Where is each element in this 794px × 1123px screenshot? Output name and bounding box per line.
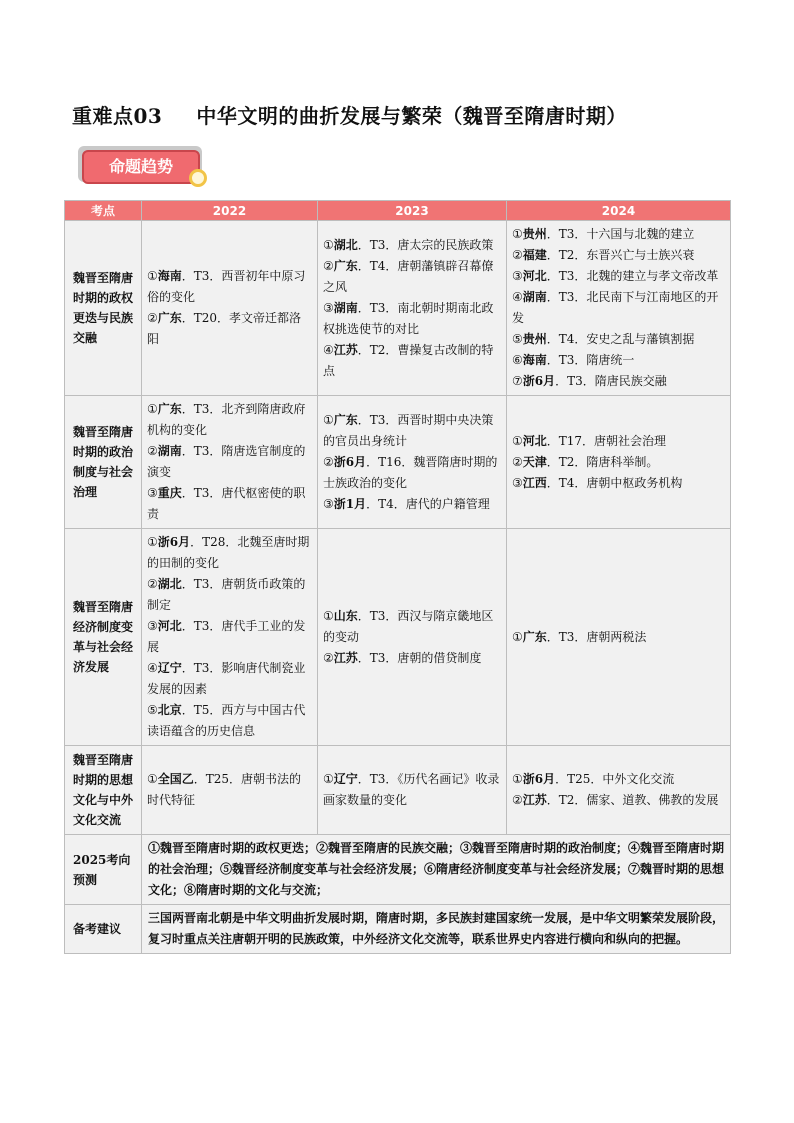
row-topic: 魏晋至隋唐时期的政权更迭与民族交融 [65,221,142,396]
exam-item [512,627,725,648]
item-question: ．T4．唐朝藩镇辟召幕僚之风 [323,258,494,294]
item-number: ④ [512,290,523,304]
exam-item [147,532,312,574]
item-number: ④ [147,661,158,675]
row-topic: 魏晋至隋唐时期的思想文化与中外文化交流 [65,746,142,835]
item-region: 广东 [522,629,547,644]
table-header-row [65,201,731,221]
item-question: ．T4．安史之乱与藩镇割据 [546,332,695,346]
exam-item [323,256,501,298]
item-region: 湖北 [157,577,182,591]
exam-item [323,606,501,648]
item-number: ① [512,433,523,448]
exam-item [512,266,725,287]
item-number: ① [323,412,334,427]
item-question: ．T3．西汉与隋京畿地区的变动 [323,608,494,644]
exam-item [147,308,312,350]
cell-2022 [142,746,318,835]
item-question: ．T3．北齐到隋唐政府机构的变化 [147,402,306,437]
exam-item [147,399,312,441]
item-region: 全国乙 [157,772,194,786]
item-region: 湖南 [333,300,358,315]
item-number: ③ [147,619,158,633]
item-region: 河北 [522,269,547,283]
exam-trend-table [64,200,731,954]
table-row [65,396,731,529]
item-question: ．T2．隋唐科举制。 [546,454,659,469]
item-region: 北京 [157,703,182,717]
exam-item [323,452,501,494]
item-question: ．T2．东晋兴亡与士族兴衰 [546,248,695,262]
item-number: ② [323,258,334,273]
cell-2024 [507,221,731,396]
item-question: ．T3．唐朝的借贷制度 [357,650,482,665]
exam-item [147,266,312,308]
item-region: 河北 [522,433,547,448]
item-number: ① [147,269,158,283]
cell-2022 [142,221,318,396]
item-number: ① [323,608,334,623]
item-number: ② [147,311,158,325]
cell-2024 [507,396,731,529]
header-2024: 2024 [507,201,731,221]
exam-item [147,658,312,700]
item-region: 广东 [157,311,182,325]
item-question: ．T16．魏晋隋唐时期的士族政治的变化 [323,454,498,490]
item-region: 湖北 [333,237,358,252]
item-region: 江苏 [522,793,547,807]
cell-2023 [318,746,507,835]
item-question: ．T3．北民南下与江南地区的开发 [512,290,719,325]
exam-item [512,431,725,452]
item-question: ．T3．隋唐选官制度的演变 [147,444,306,479]
table-row [65,529,731,746]
exam-item [512,769,725,790]
item-question: ．T5．西方与中国古代读语蕴含的历史信息 [147,703,306,738]
item-number: ⑦ [512,374,523,388]
ring-icon [189,169,207,187]
title-number: 重难点03 [72,104,163,128]
cell-2022 [142,396,318,529]
item-region: 湖南 [157,444,182,458]
item-number: ② [512,793,523,807]
badge-label: 命题趋势 [82,150,200,184]
header-2023: 2023 [318,201,507,221]
item-region: 天津 [522,454,547,469]
exam-item [512,350,725,371]
item-region: 重庆 [157,486,182,500]
exam-item [512,224,725,245]
item-region: 贵州 [522,227,547,241]
item-region: 海南 [157,269,182,283]
exam-item [323,235,501,256]
item-question: ．T20．孝文帝迁都洛阳 [147,311,302,346]
item-number: ① [323,772,334,786]
forecast-label: 2025考向预测 [65,835,142,905]
item-question: ．T3．唐朝货币政策的制定 [147,577,306,612]
exam-item [147,769,312,811]
cell-2023 [318,529,507,746]
item-region: 湖南 [522,290,547,304]
exam-item [323,648,501,669]
item-region: 江苏 [333,650,358,665]
item-region: 浙6月 [522,772,556,786]
exam-item [323,340,501,382]
cell-2022 [142,529,318,746]
exam-item [512,790,725,811]
item-region: 辽宁 [333,772,358,786]
item-number: ① [147,772,158,786]
item-number: ⑤ [147,703,158,717]
item-question: ．T3．北魏的建立与孝文帝改革 [546,269,719,283]
header-2022: 2022 [142,201,318,221]
item-region: 广东 [157,402,182,416]
cell-2024 [507,529,731,746]
exam-item [147,616,312,658]
row-topic: 魏晋至隋唐经济制度变革与社会经济发展 [65,529,142,746]
forecast-text: ①魏晋至隋唐时期的政权更迭；②魏晋至隋唐的民族交融；③魏晋至隋唐时期的政治制度；④魏晋至隋唐时期的社会治理；⑤魏晋经济制度变革与社会经济发展；⑥隋唐经济制度变革与社会经济发展；⑦魏晋时期的思想文化；⑧隋唐时期的文化与交流； [142,835,731,905]
item-question: ．T2．儒家、道教、佛教的发展 [546,793,719,807]
item-number: ③ [323,496,334,511]
item-region: 海南 [522,353,547,367]
item-question: ．T28．北魏至唐时期的田制的变化 [147,535,310,570]
item-number: ① [147,535,158,549]
item-question: ．T3．唐代枢密使的职责 [147,486,306,521]
item-number: ② [512,454,523,469]
item-region: 辽宁 [157,661,182,675]
advice-text: 三国两晋南北朝是中华文明曲折发展时期，隋唐时期，多民族封建国家统一发展，是中华文明繁荣发展阶段，复习时重点关注唐朝开明的民族政策，中外经济文化交流等，联系世界史内容进行横向和纵向的把握。 [142,905,731,954]
item-number: ② [512,248,523,262]
item-number: ⑤ [512,332,523,346]
item-number: ① [147,402,158,416]
table-row [65,221,731,396]
item-region: 浙6月 [333,454,367,469]
item-region: 贵州 [522,332,547,346]
item-question: ．T3．隋唐统一 [546,353,635,367]
exam-item [323,769,501,811]
item-region: 江西 [522,475,547,490]
exam-item [147,574,312,616]
item-number: ③ [323,300,334,315]
advice-label: 备考建议 [65,905,142,954]
advice-row [65,905,731,954]
item-question: ．T25．唐朝书法的时代特征 [147,772,302,807]
item-question: ．T17．唐朝社会治理 [546,433,667,448]
item-question: ．T3．南北朝时期南北政权挑选使节的对比 [323,300,494,336]
exam-item [323,494,501,515]
section-badge [78,146,208,188]
item-region: 浙1月 [333,496,367,511]
exam-item [147,441,312,483]
header-topic: 考点 [65,201,142,221]
item-region: 山东 [333,608,358,623]
item-question: ．T25．中外文化交流 [555,772,675,786]
item-question: ．T3．唐太宗的民族政策 [357,237,494,252]
item-number: ⑥ [512,353,523,367]
exam-item [512,245,725,266]
item-region: 广东 [333,258,358,273]
item-question: ．T3．影响唐代制瓷业发展的因素 [147,661,306,696]
item-number: ② [323,650,334,665]
exam-item [323,298,501,340]
item-number: ② [323,454,334,469]
item-number: ① [512,772,523,786]
exam-item [147,483,312,525]
cell-2023 [318,221,507,396]
item-question: ．T3．十六国与北魏的建立 [546,227,695,241]
item-question: ．T2．曹操复古改制的特点 [323,342,494,378]
item-question: ．T3．《历代名画记》收录画家数量的变化 [323,772,500,807]
item-number: ① [323,237,334,252]
item-question: ．T3．西晋时期中央决策的官员出身统计 [323,412,494,448]
item-region: 江苏 [333,342,358,357]
exam-item [512,473,725,494]
title-text: 中华文明的曲折发展与繁荣（魏晋至隋唐时期） [196,104,627,128]
item-number: ④ [323,342,334,357]
item-question: ．T3．西晋初年中原习俗的变化 [147,269,306,304]
exam-item [147,700,312,742]
cell-2024 [507,746,731,835]
item-number: ③ [512,269,523,283]
exam-item [512,287,725,329]
item-number: ③ [512,475,523,490]
cell-2023 [318,396,507,529]
table-row [65,746,731,835]
item-number: ③ [147,486,158,500]
item-number: ② [147,577,158,591]
exam-item [512,371,725,392]
item-region: 浙6月 [522,374,556,388]
item-region: 浙6月 [157,535,191,549]
item-question: ．T3．唐朝两税法 [546,629,647,644]
item-region: 河北 [157,619,182,633]
item-region: 福建 [522,248,547,262]
item-question: ．T3．唐代手工业的发展 [147,619,306,654]
item-question: ．T3．隋唐民族交融 [555,374,667,388]
forecast-row [65,835,731,905]
page-title [72,100,627,129]
exam-item [512,452,725,473]
exam-item [512,329,725,350]
item-number: ② [147,444,158,458]
item-question: ．T4．唐朝中枢政务机构 [546,475,683,490]
item-number: ① [512,629,523,644]
exam-item [323,410,501,452]
row-topic: 魏晋至隋唐时期的政治制度与社会治理 [65,396,142,529]
item-number: ① [512,227,523,241]
item-question: ．T4．唐代的户籍管理 [366,496,490,511]
item-region: 广东 [333,412,358,427]
